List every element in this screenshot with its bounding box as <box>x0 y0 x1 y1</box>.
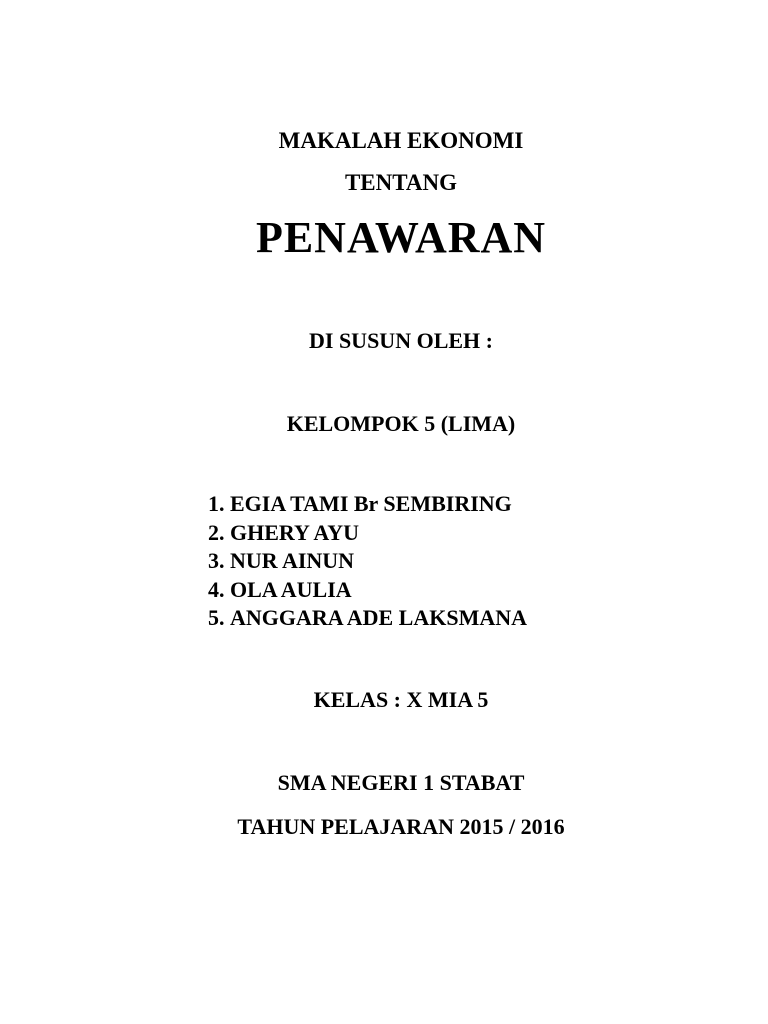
academic-year: TAHUN PELAJARAN 2015 / 2016 <box>237 814 565 839</box>
member-number: 5. <box>208 605 225 630</box>
class-info: KELAS : X MIA 5 <box>313 687 489 712</box>
member-name: GHERY AYU <box>230 519 360 545</box>
member-item <box>208 519 527 548</box>
author-heading: DI SUSUN OLEH : <box>309 328 493 353</box>
member-list <box>208 490 527 633</box>
member-number: 4. <box>208 576 225 602</box>
school-name: SMA NEGERI 1 STABAT <box>277 770 525 795</box>
member-name: NUR AINUN <box>230 548 355 573</box>
member-item <box>208 490 527 519</box>
member-name: EGIA TAMI Br SEMBIRING <box>230 491 512 516</box>
document-about-line: TENTANG <box>344 170 458 195</box>
member-name: OLA AULIA <box>230 576 352 602</box>
group-name: KELOMPOK 5 (LIMA) <box>286 411 516 436</box>
member-number: 2. <box>208 519 225 545</box>
document-title: PENAWARAN <box>255 213 547 262</box>
member-number: 1. <box>208 491 225 516</box>
document-subject-line: MAKALAH EKONOMI <box>278 128 524 153</box>
member-name: ANGGARA ADE LAKSMANA <box>230 605 528 630</box>
member-item <box>208 604 527 633</box>
member-item <box>208 576 527 605</box>
member-item <box>208 547 527 576</box>
member-number: 3. <box>208 548 225 573</box>
